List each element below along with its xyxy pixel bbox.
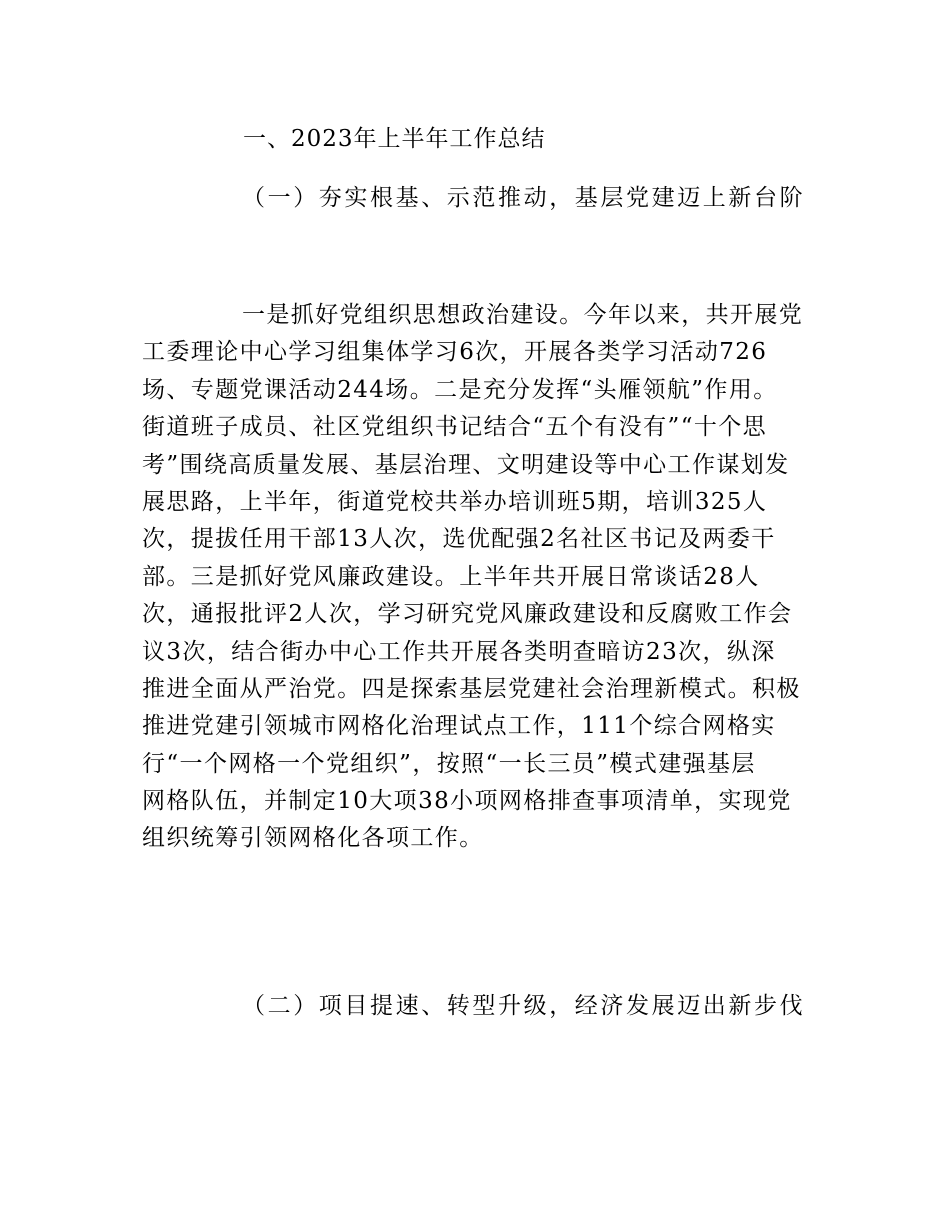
paragraph-line: 推进党建引领城市网格化治理试点工作，111个综合网格实: [142, 713, 776, 740]
paragraph-line: 展思路，上半年，街道党校共举办培训班5期，培训325人: [142, 488, 768, 515]
paragraph-line: 场、专题党课活动244场。二是充分发挥“头雁领航”作用。: [142, 376, 778, 403]
body-paragraph: [142, 297, 822, 858]
paragraph-line: 考”围绕高质量发展、基层治理、文明建设等中心工作谋划发: [142, 451, 790, 478]
paragraph-line: 组织统筹引领网格化各项工作。: [142, 825, 484, 852]
paragraph-line: 议3次，结合街办中心工作共开展各类明查暗访23次，纵深: [142, 638, 776, 665]
subsection-heading-2: （二）项目提速、转型升级，经济发展迈出新步伐: [242, 993, 806, 1019]
paragraph-line: 工委理论中心学习组集体学习6次，开展各类学习活动726: [142, 339, 768, 366]
paragraph-line: 行“一个网格一个党组织”，按照“一长三员”模式建强基层: [142, 750, 756, 777]
paragraph-line: 一是抓好党组织思想政治建设。今年以来，共开展党: [242, 302, 804, 328]
paragraph-line: 推进全面从严治党。四是探索基层党建社会治理新模式。积极: [142, 675, 801, 702]
subsection-heading-1: （一）夯实根基、示范推动，基层党建迈上新台阶: [242, 185, 806, 211]
paragraph-line: 网格队伍，并制定10大项38小项网格排查事项清单，实现党: [142, 788, 792, 815]
paragraph-line: 街道班子成员、社区党组织书记结合“五个有没有”“十个思: [142, 414, 768, 441]
paragraph-line: 部。三是抓好党风廉政建设。上半年共开展日常谈话28人: [142, 563, 760, 590]
paragraph-line: 次，提拔任用干部13人次，选优配强2名社区书记及两委干: [142, 526, 776, 553]
section-heading: 一、2023年上半年工作总结: [243, 126, 546, 152]
paragraph-line: 次，通报批评2人次，学习研究党风廉政建设和反腐败工作会: [142, 601, 793, 628]
